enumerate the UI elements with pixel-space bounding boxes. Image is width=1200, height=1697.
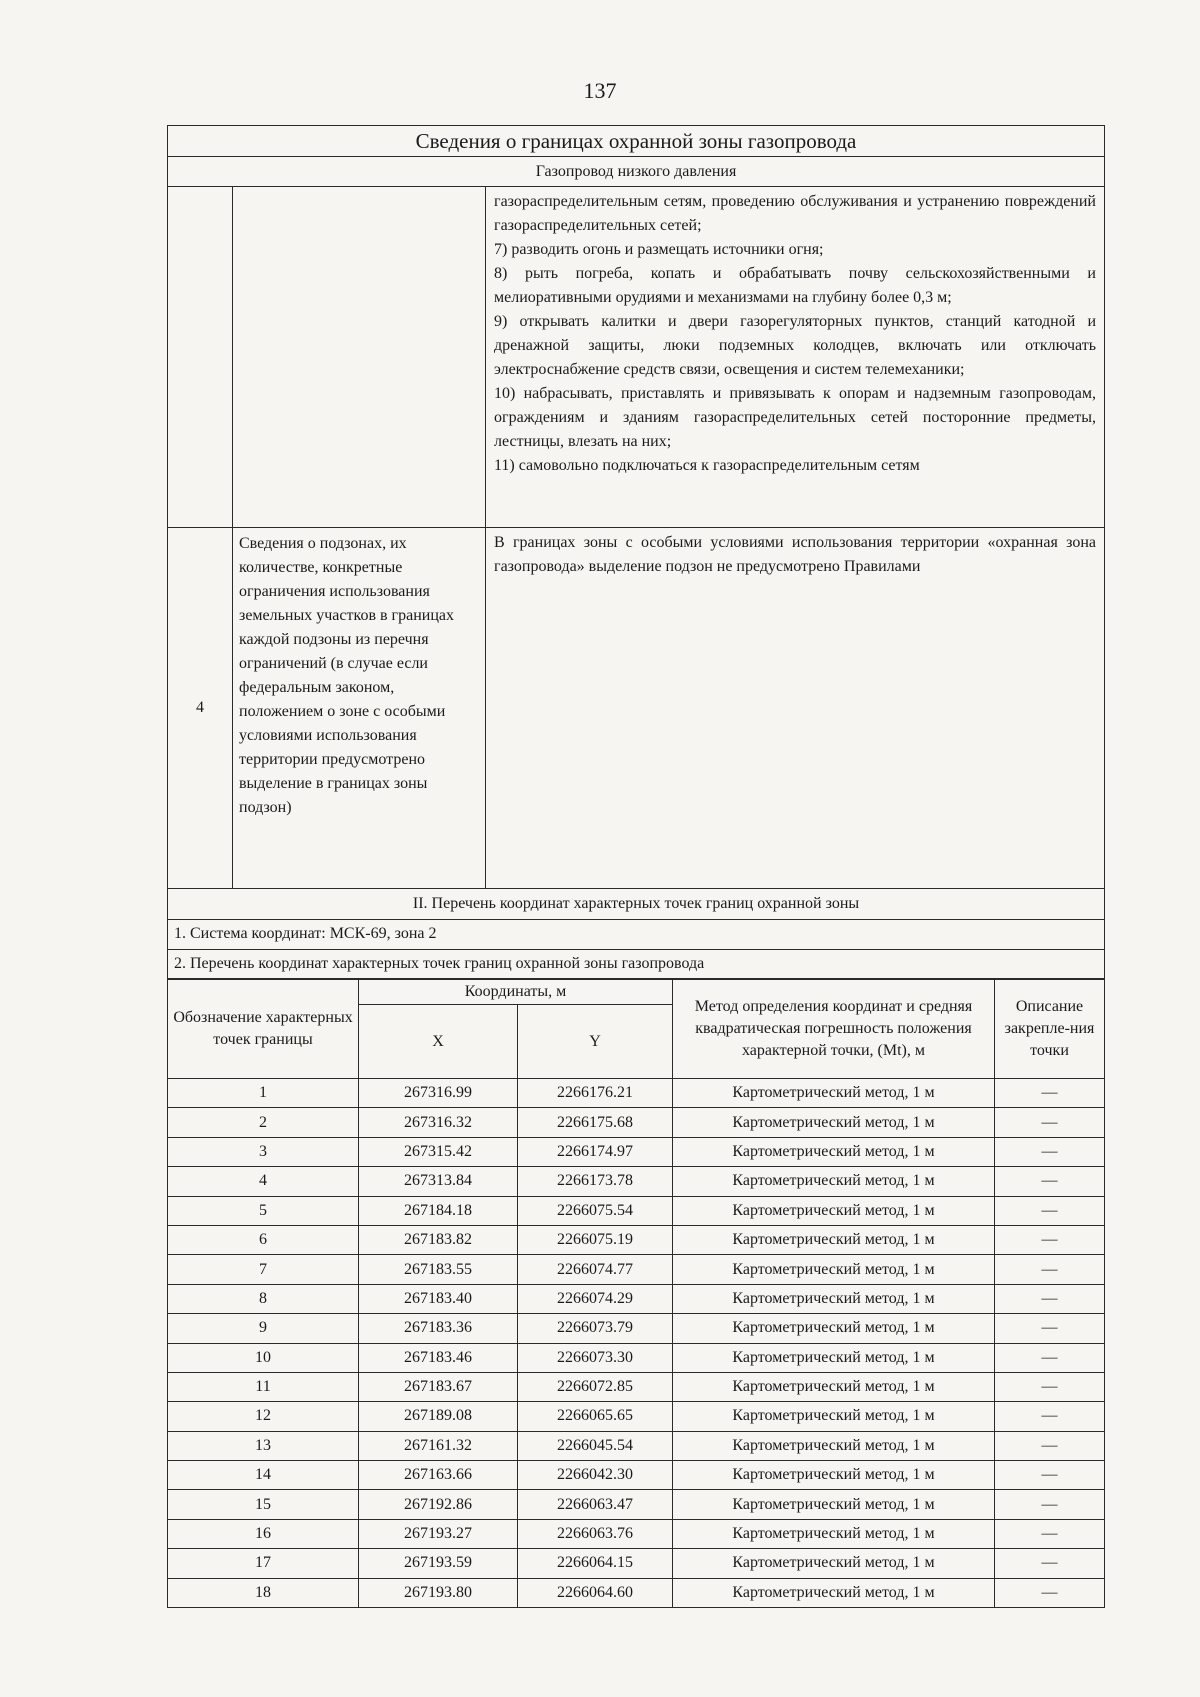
desc-cell (995, 1167, 1105, 1196)
y-cell: 2266063.76 (518, 1519, 673, 1548)
y-cell: 2266064.15 (518, 1549, 673, 1578)
method-cell: Картометрический метод, 1 м (673, 1519, 995, 1548)
desc-value: — (1041, 1142, 1058, 1160)
subzones-row (168, 528, 1105, 889)
table-row (168, 1196, 1105, 1225)
continued-row (168, 187, 1105, 528)
y-cell: 2266073.30 (518, 1343, 673, 1372)
point-id-cell: 14 (168, 1461, 359, 1490)
point-id-cell: 3 (168, 1137, 359, 1166)
desc-value: — (1041, 1348, 1058, 1366)
table-row (168, 1255, 1105, 1284)
row-number (168, 187, 233, 528)
y-cell: 2266175.68 (518, 1108, 673, 1137)
point-id-cell: 4 (168, 1167, 359, 1196)
col-header-method: Метод определения координат и средняя квадратическая погрешность положения характерной точки, (Mt), м (673, 979, 995, 1079)
desc-cell (995, 1490, 1105, 1519)
table-row (168, 1461, 1105, 1490)
desc-cell (995, 1402, 1105, 1431)
coordinate-system: 1. Система координат: МСК-69, зона 2 (168, 919, 1105, 949)
x-cell: 267183.36 (359, 1314, 518, 1343)
x-cell: 267183.82 (359, 1225, 518, 1254)
y-cell: 2266063.47 (518, 1490, 673, 1519)
col-header-x: X (359, 1005, 518, 1079)
desc-value: — (1041, 1319, 1058, 1337)
list-item: 7) разводить огонь и размещать источники огня; (494, 241, 824, 258)
desc-cell (995, 1431, 1105, 1460)
point-id-cell: 9 (168, 1314, 359, 1343)
method-cell: Картометрический метод, 1 м (673, 1284, 995, 1313)
desc-cell (995, 1314, 1105, 1343)
col-header-desc: Описание закрепле-ния точки (995, 979, 1105, 1079)
desc-value: — (1041, 1113, 1058, 1131)
desc-value: — (1041, 1378, 1058, 1396)
method-cell: Картометрический метод, 1 м (673, 1372, 995, 1401)
x-cell: 267192.86 (359, 1490, 518, 1519)
y-cell: 2266042.30 (518, 1461, 673, 1490)
x-cell: 267316.32 (359, 1108, 518, 1137)
desc-cell (995, 1255, 1105, 1284)
x-cell: 267316.99 (359, 1079, 518, 1108)
table-row (168, 1431, 1105, 1460)
x-cell: 267193.80 (359, 1578, 518, 1607)
section2-title: II. Перечень координат характерных точек границ охранной зоны (168, 888, 1105, 919)
row-label (233, 187, 486, 528)
desc-cell (995, 1196, 1105, 1225)
table-row (168, 1578, 1105, 1607)
desc-value: — (1041, 1172, 1058, 1190)
x-cell: 267193.59 (359, 1549, 518, 1578)
table-row (168, 1108, 1105, 1137)
point-id-cell: 10 (168, 1343, 359, 1372)
desc-cell (995, 1549, 1105, 1578)
y-cell: 2266173.78 (518, 1167, 673, 1196)
point-id-cell: 5 (168, 1196, 359, 1225)
list-item: 10) набрасывать, приставлять и привязывать к опорам и надземным газопроводам, ограждениям и зданиям газораспределительных сетей посторонние предметы, лестницы, влезать на них; (494, 385, 1096, 450)
point-id-cell: 8 (168, 1284, 359, 1313)
col-header-coords: Координаты, м (359, 979, 673, 1005)
desc-cell (995, 1225, 1105, 1254)
x-cell: 267183.46 (359, 1343, 518, 1372)
y-cell: 2266045.54 (518, 1431, 673, 1460)
y-cell: 2266075.54 (518, 1196, 673, 1225)
desc-cell (995, 1108, 1105, 1137)
table-row (168, 1402, 1105, 1431)
point-id-cell: 16 (168, 1519, 359, 1548)
desc-value: — (1041, 1289, 1058, 1307)
x-cell: 267184.18 (359, 1196, 518, 1225)
x-cell: 267183.40 (359, 1284, 518, 1313)
desc-value: — (1041, 1231, 1058, 1249)
desc-value: — (1041, 1554, 1058, 1572)
table-row (168, 1167, 1105, 1196)
desc-cell (995, 1372, 1105, 1401)
y-cell: 2266074.29 (518, 1284, 673, 1313)
y-cell: 2266073.79 (518, 1314, 673, 1343)
zone-info-table (167, 125, 1105, 889)
doc-subtitle: Газопровод низкого давления (168, 157, 1105, 187)
desc-value: — (1041, 1495, 1058, 1513)
method-cell: Картометрический метод, 1 м (673, 1402, 995, 1431)
method-cell: Картометрический метод, 1 м (673, 1578, 995, 1607)
coordinates-table-body (168, 1079, 1105, 1608)
coordinates-table (167, 978, 1105, 1608)
section2-header-table (167, 888, 1105, 980)
document-body (167, 125, 1105, 1608)
method-cell: Картометрический метод, 1 м (673, 1196, 995, 1225)
y-cell: 2266174.97 (518, 1137, 673, 1166)
desc-value: — (1041, 1201, 1058, 1219)
y-cell: 2266075.19 (518, 1225, 673, 1254)
x-cell: 267315.42 (359, 1137, 518, 1166)
table-row (168, 1314, 1105, 1343)
table-row (168, 1137, 1105, 1166)
table-row (168, 1225, 1105, 1254)
desc-value: — (1041, 1466, 1058, 1484)
table-row (168, 1284, 1105, 1313)
x-cell: 267163.66 (359, 1461, 518, 1490)
x-cell: 267193.27 (359, 1519, 518, 1548)
method-cell: Картометрический метод, 1 м (673, 1225, 995, 1254)
page-number: 137 (583, 78, 617, 103)
y-cell: 2266074.77 (518, 1255, 673, 1284)
col-header-point: Обозначение характерных точек границы (168, 979, 359, 1079)
desc-value: — (1041, 1436, 1058, 1454)
method-cell: Картометрический метод, 1 м (673, 1314, 995, 1343)
desc-cell (995, 1519, 1105, 1548)
point-id-cell: 15 (168, 1490, 359, 1519)
table-row (168, 1343, 1105, 1372)
desc-cell (995, 1284, 1105, 1313)
point-id-cell: 1 (168, 1079, 359, 1108)
x-cell: 267161.32 (359, 1431, 518, 1460)
x-cell: 267313.84 (359, 1167, 518, 1196)
method-cell: Картометрический метод, 1 м (673, 1167, 995, 1196)
list-title: 2. Перечень координат характерных точек границ охранной зоны газопровода (168, 949, 1105, 979)
point-id-cell: 18 (168, 1578, 359, 1607)
method-cell: Картометрический метод, 1 м (673, 1461, 995, 1490)
desc-value: — (1041, 1084, 1058, 1102)
point-id-cell: 2 (168, 1108, 359, 1137)
list-item: 9) открывать калитки и двери газорегуляторных пунктов, станций катодной и дренажной защиты, люки подземных колодцев, включать или отключать электроснабжение средств связи, освещения и систем телемеханики; (494, 313, 1096, 378)
method-cell: Картометрический метод, 1 м (673, 1549, 995, 1578)
method-cell: Картометрический метод, 1 м (673, 1079, 995, 1108)
method-cell: Картометрический метод, 1 м (673, 1255, 995, 1284)
point-id-cell: 12 (168, 1402, 359, 1431)
row-number: 4 (168, 528, 233, 889)
row-content: В границах зоны с особыми условиями использования территории «охранная зона газопровода» выделение подзон не предусмотрено Правилами (486, 528, 1105, 889)
desc-value: — (1041, 1583, 1058, 1601)
desc-value: — (1041, 1525, 1058, 1543)
col-header-y: Y (518, 1005, 673, 1079)
point-id-cell: 11 (168, 1372, 359, 1401)
desc-cell (995, 1137, 1105, 1166)
y-cell: 2266064.60 (518, 1578, 673, 1607)
point-id-cell: 13 (168, 1431, 359, 1460)
table-row (168, 1519, 1105, 1548)
restrictions-list (486, 187, 1105, 528)
x-cell: 267189.08 (359, 1402, 518, 1431)
row-label: Сведения о подзонах, их количестве, конкретные ограничения использования земельных участков в границах каждой подзоны из перечня ограничений (в случае если федеральным законом, положением о зоне с особыми условиями использования территории предусмотрено выделение в границах зоны подзон) (233, 528, 486, 889)
desc-value: — (1041, 1407, 1058, 1425)
method-cell: Картометрический метод, 1 м (673, 1108, 995, 1137)
list-item: 11) самовольно подключаться к газораспределительным сетям (494, 457, 920, 474)
point-id-cell: 6 (168, 1225, 359, 1254)
doc-title: Сведения о границах охранной зоны газопровода (168, 126, 1105, 157)
method-cell: Картометрический метод, 1 м (673, 1490, 995, 1519)
desc-cell (995, 1079, 1105, 1108)
desc-value: — (1041, 1260, 1058, 1278)
point-id-cell: 17 (168, 1549, 359, 1578)
desc-cell (995, 1461, 1105, 1490)
table-row (168, 1079, 1105, 1108)
table-row (168, 1490, 1105, 1519)
desc-cell (995, 1578, 1105, 1607)
method-cell: Картометрический метод, 1 м (673, 1343, 995, 1372)
desc-cell (995, 1343, 1105, 1372)
list-item: газораспределительным сетям, проведению обслуживания и устранению повреждений газораспределительных сетей; (494, 193, 1096, 234)
y-cell: 2266065.65 (518, 1402, 673, 1431)
y-cell: 2266176.21 (518, 1079, 673, 1108)
method-cell: Картометрический метод, 1 м (673, 1137, 995, 1166)
y-cell: 2266072.85 (518, 1372, 673, 1401)
table-row (168, 1372, 1105, 1401)
list-item: 8) рыть погреба, копать и обрабатывать почву сельскохозяйственными и мелиоративными орудиями и механизмами на глубину более 0,3 м; (494, 265, 1096, 306)
table-row (168, 1549, 1105, 1578)
method-cell: Картометрический метод, 1 м (673, 1431, 995, 1460)
x-cell: 267183.55 (359, 1255, 518, 1284)
x-cell: 267183.67 (359, 1372, 518, 1401)
point-id-cell: 7 (168, 1255, 359, 1284)
